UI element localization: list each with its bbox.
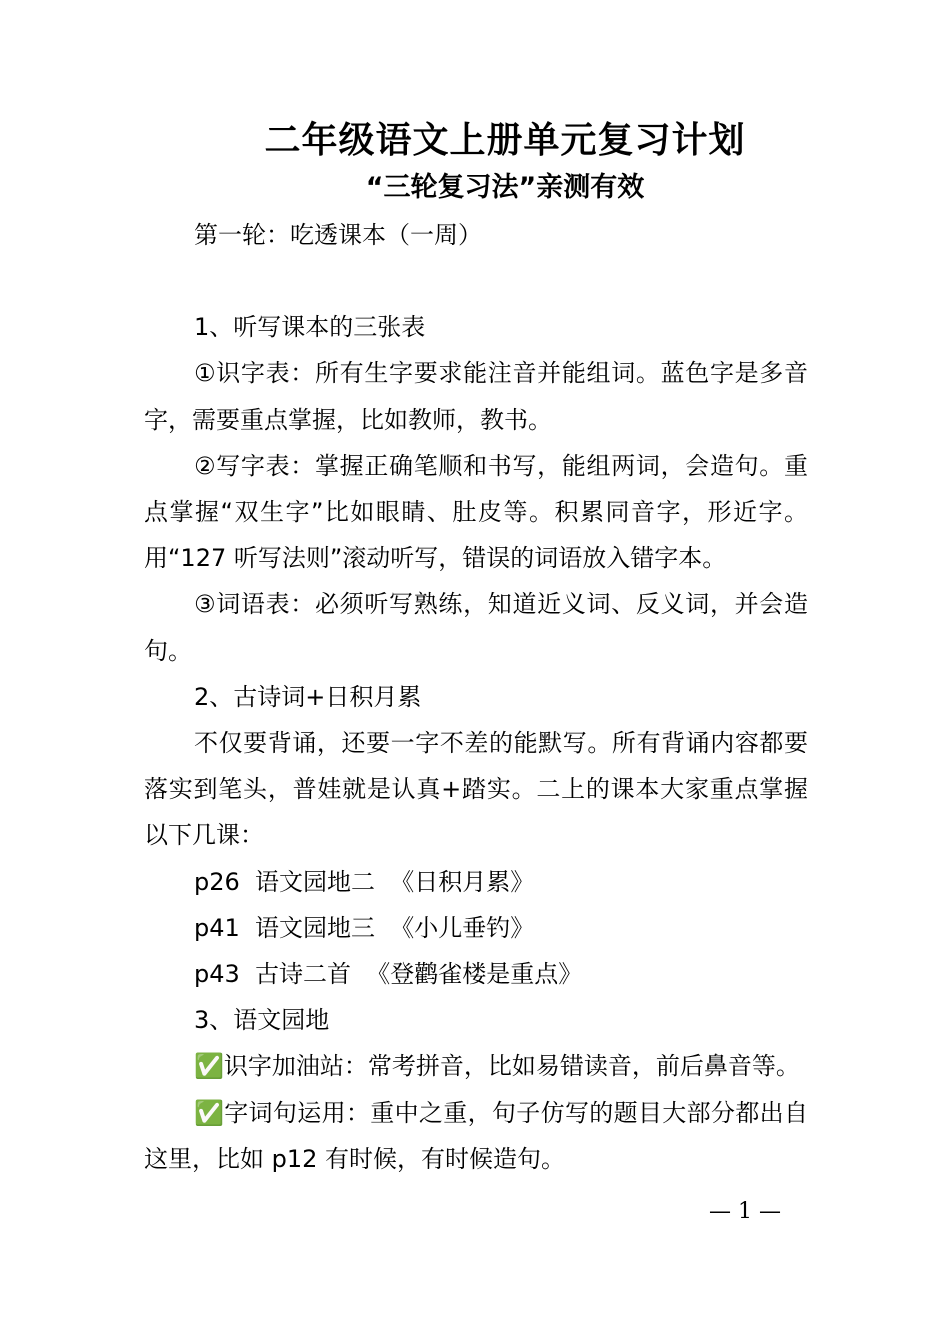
item-heading-dictation: 1、听写课本的三张表: [194, 313, 426, 342]
paragraph-word-usage: ✅字词句运用：重中之重，句子仿写的题目大部分都出自这里，比如 p12 有时候，有时候造句。: [144, 1098, 808, 1173]
paragraph-poems: 不仅要背诵，还要一字不差的能默写。所有背诵内容都要落实到笔头，普娃就是认真+踏实。二上的课本大家重点掌握以下几课：: [144, 729, 808, 850]
blank-line: [144, 258, 808, 304]
lesson-line-p43: p43 古诗二首 《登鹳雀楼是重点》: [194, 960, 583, 989]
lesson-line-p26: p26 语文园地二 《日积月累》: [194, 867, 535, 896]
section-heading-round-one: 第一轮：吃透课本（一周）: [194, 221, 482, 249]
document-subtitle: “三轮复习法”亲测有效: [365, 172, 645, 203]
document-body: [144, 212, 808, 1182]
paragraph-writing-table: ②写字表：掌握正确笔顺和书写，能组两词，会造句。重点掌握“双生字”比如眼睛、肚皮等。积累同音字，形近字。用“127 听写法则”滚动听写，错误的词语放入错字本。: [144, 451, 808, 573]
item-heading-poems: 2、古诗词+日积月累: [194, 682, 422, 711]
paragraph-literacy-table: ①识字表：所有生字要求能注音并能组词。蓝色字是多音字，需要重点掌握，比如教师，教书。: [144, 359, 808, 434]
lesson-line-p41: p41 语文园地三 《小儿垂钓》: [194, 913, 535, 942]
item-heading-garden: 3、语文园地: [194, 1006, 330, 1035]
paragraph-literacy-station: ✅识字加油站：常考拼音，比如易错读音，前后鼻音等。: [194, 1052, 800, 1081]
paragraph-word-table: ③词语表：必须听写熟练，知道近义词、反义词，并会造句。: [144, 590, 808, 665]
document-title: 二年级语文上册单元复习计划: [264, 120, 746, 161]
page-number: — 1 —: [709, 1199, 781, 1224]
